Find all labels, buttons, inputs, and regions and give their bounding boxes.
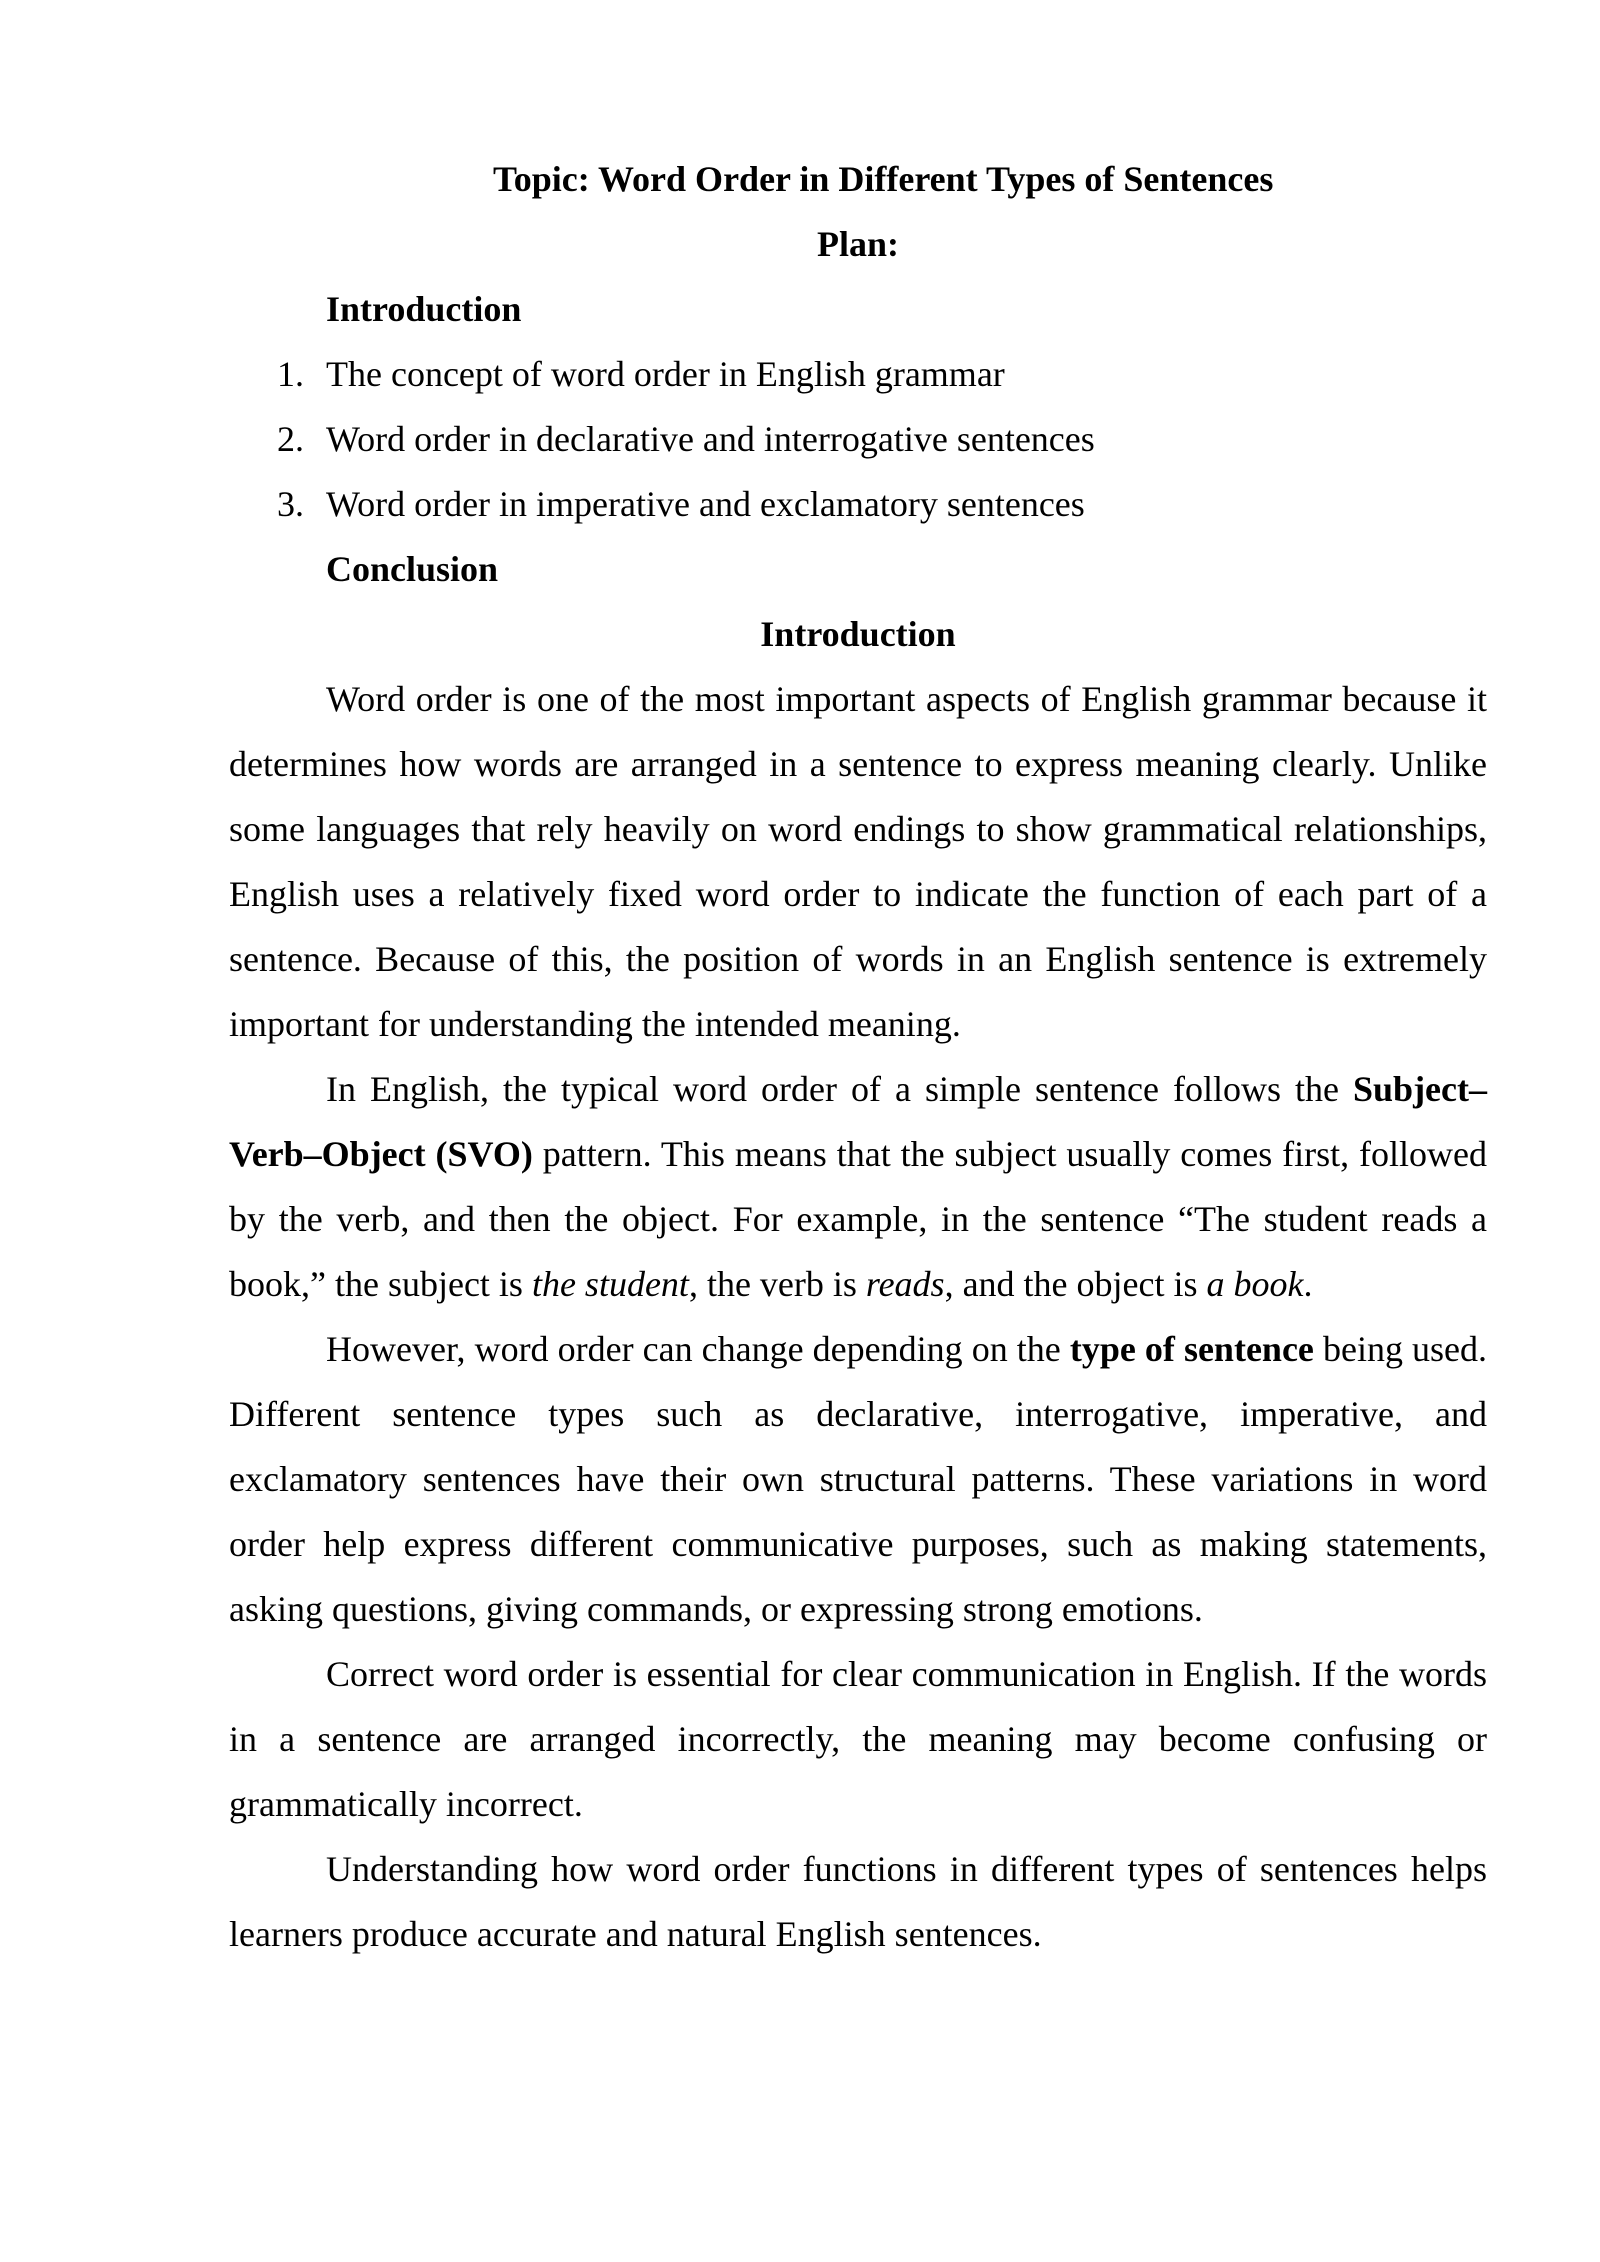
- plan-item-number: 1.: [277, 354, 304, 394]
- section-heading-introduction: Introduction: [760, 614, 956, 654]
- plan-item-text: Word order in declarative and interrogative sentences: [326, 419, 1095, 459]
- paragraph-3: [229, 1317, 1487, 1642]
- plan-conclusion-label: Conclusion: [326, 549, 499, 589]
- example-object: a book: [1206, 1264, 1304, 1304]
- page-content: [229, 147, 1487, 1967]
- plan-item: [229, 472, 1487, 537]
- plan-outline: [229, 277, 1487, 602]
- paragraph-2-text: pattern. This means that the subject usually comes first, followed by the verb, and then the object. For example, in the sentence “The student reads a book,” the subject is: [229, 1134, 1487, 1304]
- plan-item-text: The concept of word order in English grammar: [326, 354, 1005, 394]
- example-verb: reads: [865, 1264, 945, 1304]
- plan-heading: Plan:: [816, 224, 899, 264]
- plan-item-number: 2.: [277, 419, 304, 459]
- paragraph-2-text: .: [1303, 1264, 1313, 1304]
- paragraph-2: [229, 1057, 1487, 1317]
- example-subject: the student: [531, 1264, 689, 1304]
- paragraph-4: Correct word order is essential for clear communication in English. If the words in a sentence are arranged incorrectly, the meaning may become confusing or grammatically incorrect.: [229, 1654, 1487, 1824]
- paragraph-5: Understanding how word order functions in different types of sentences helps learners produce accurate and natural English sentences.: [229, 1849, 1487, 1954]
- paragraph-3-text: However, word order can change depending on the: [326, 1329, 1070, 1369]
- document-title: Topic: Word Order in Different Types of Sentences: [493, 159, 1274, 199]
- plan-item: [229, 342, 1487, 407]
- svo-term: Subject–Verb–Object (SVO): [229, 1069, 1487, 1174]
- paragraph-2-text: , and the object is: [944, 1264, 1207, 1304]
- paragraph-2-text: , the verb is: [688, 1264, 866, 1304]
- plan-list: [229, 342, 1487, 537]
- paragraph-3-text: being used. Different sentence types such as declarative, interrogative, imperative, and exclamatory sentences have their own structural patterns. These variations in word order help express different communicative purposes, such as making statements, asking questions, giving commands, or expressing strong emotions.: [229, 1329, 1488, 1629]
- plan-item: [229, 407, 1487, 472]
- plan-item-text: Word order in imperative and exclamatory sentences: [326, 484, 1085, 524]
- sentence-type-term: type of sentence: [1069, 1329, 1314, 1369]
- paragraph-2-text: In English, the typical word order of a simple sentence follows the: [326, 1069, 1353, 1109]
- plan-introduction-label: Introduction: [326, 289, 522, 329]
- paragraph-1: Word order is one of the most important aspects of English grammar because it determines how words are arranged in a sentence to express meaning clearly. Unlike some languages that rely heavily on word endings to show grammatical relationships, English uses a relatively fixed word order to indicate the function of each part of a sentence. Because of this, the position of words in an English sentence is extremely important for understanding the intended meaning.: [229, 679, 1487, 1044]
- plan-item-number: 3.: [277, 484, 304, 524]
